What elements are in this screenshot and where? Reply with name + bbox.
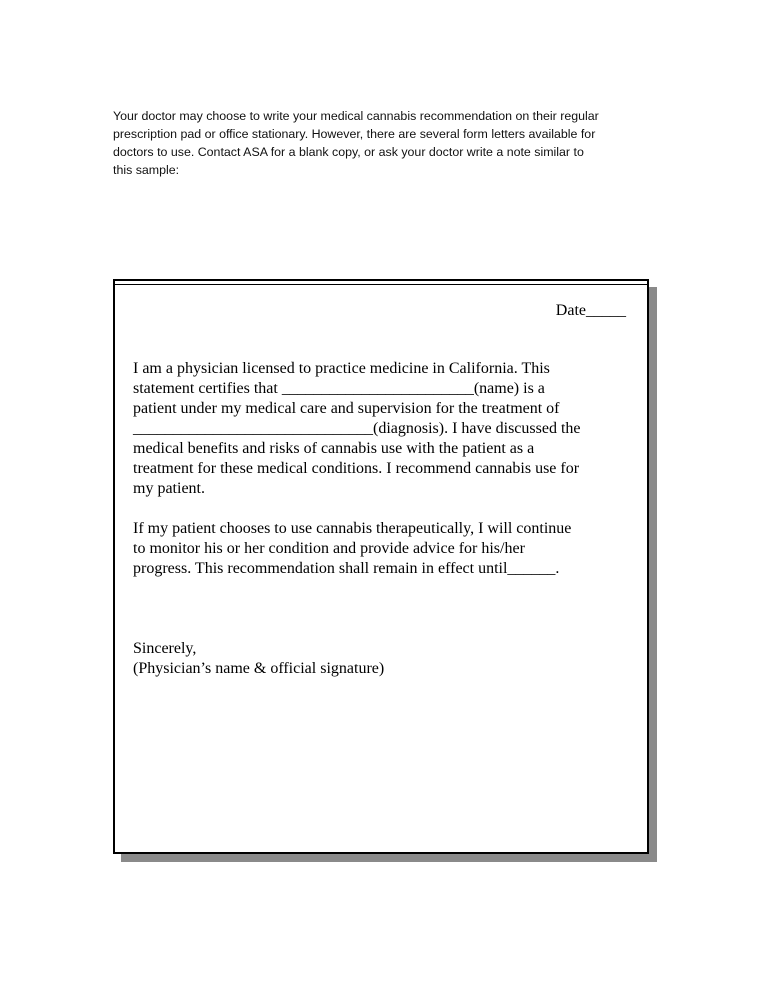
letter-signature-line: (Physician’s name & official signature) <box>133 660 385 677</box>
intro-line: prescription pad or office stationary. However, there are several form letters available for <box>113 127 596 141</box>
intro-paragraph <box>113 107 673 179</box>
letter-line: I am a physician licensed to practice medicine in California. This <box>133 360 550 377</box>
letter-line: my patient. <box>133 480 205 497</box>
letter-line: to monitor his or her condition and provide advice for his/her <box>133 540 525 557</box>
letter-line: ______________________________(diagnosis). I have discussed the <box>133 420 581 437</box>
intro-line: doctors to use. Contact ASA for a blank copy, or ask your doctor write a note similar to <box>113 145 584 159</box>
letter-line: statement certifies that ________________________(name) is a <box>133 380 545 397</box>
intro-line: Your doctor may choose to write your medical cannabis recommendation on their regular <box>113 109 599 123</box>
letter-line: medical benefits and risks of cannabis use with the patient as a <box>133 440 535 457</box>
letter-line: progress. This recommendation shall remain in effect until______. <box>133 560 560 577</box>
letter-line: patient under my medical care and supervision for the treatment of <box>133 400 560 417</box>
letter-line: treatment for these medical conditions. I recommend cannabis use for <box>133 460 580 477</box>
letter-closing-salutation: Sincerely, <box>133 640 197 657</box>
sample-letter-box <box>113 279 649 854</box>
letter-box-double-rule <box>115 284 647 285</box>
letter-paragraph-monitoring <box>133 519 633 579</box>
letter-line: If my patient chooses to use cannabis therapeutically, I will continue <box>133 520 572 537</box>
intro-line: this sample: <box>113 163 180 177</box>
letter-date-line: Date_____ <box>555 302 626 319</box>
letter-paragraph-certification <box>133 359 633 499</box>
letter-closing <box>133 639 633 679</box>
